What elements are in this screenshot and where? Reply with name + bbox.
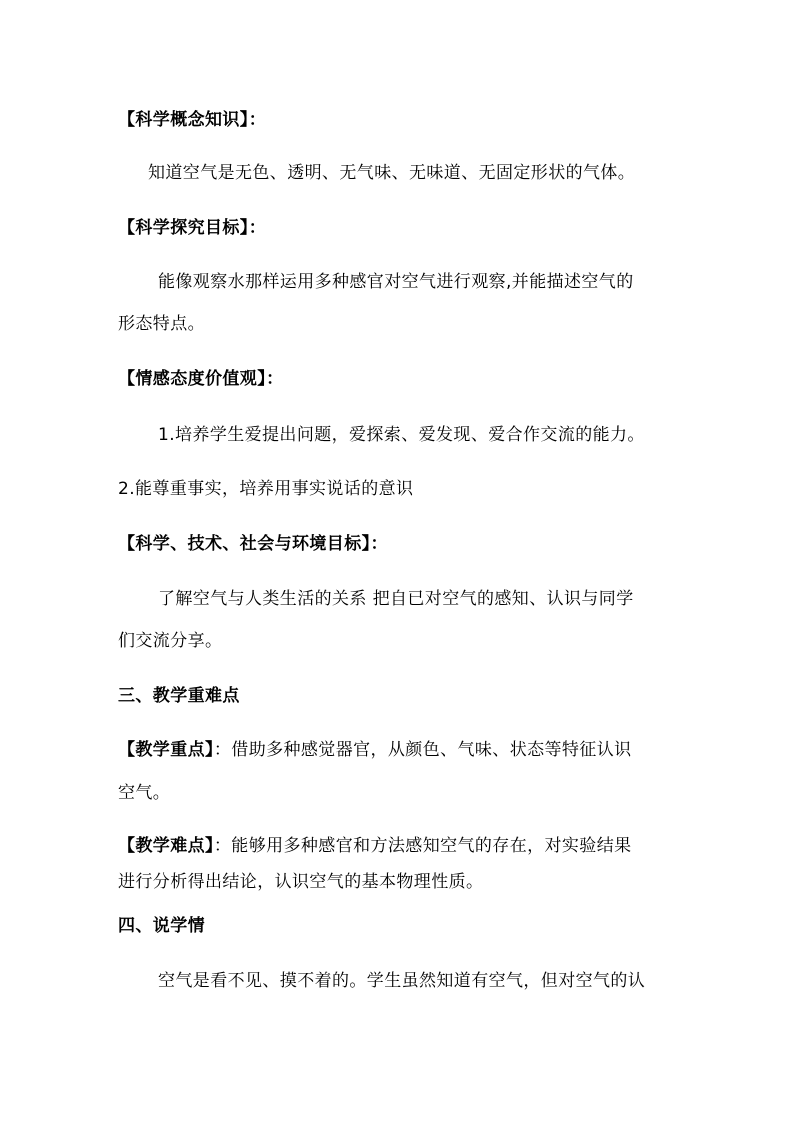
concept-heading: 【科学概念知识】：	[118, 110, 267, 130]
key-point-line1	[118, 739, 632, 761]
section-3-heading: 三、教学重难点	[118, 686, 240, 706]
stse-heading: 【科学、技术、社会与环境目标】：	[118, 534, 388, 554]
difficulty-text: ：能够用多种感官和方法感知空气的存在，对实验结果	[213, 836, 632, 856]
concept-text: 知道空气是无色、透明、无气味、无味道、无固定形状的气体。	[148, 163, 636, 183]
difficulty-text-line2: 进行分析得出结论，认识空气的基本物理性质。	[118, 872, 484, 892]
section-4-heading: 四、说学情	[118, 916, 205, 936]
inquiry-text-line2: 形态特点。	[118, 314, 205, 334]
stse-text-line2: 们交流分享。	[118, 631, 223, 651]
inquiry-heading: 【科学探究目标】：	[118, 218, 267, 238]
key-point-text-line2: 空气。	[118, 783, 171, 803]
emotion-item-2: 2.能尊重事实，培养用事实说话的意识	[118, 479, 414, 499]
stse-text-line1: 了解空气与人类生活的关系 把自已对空气的感知、认识与同学	[158, 589, 634, 609]
learner-text-line1: 空气是看不见、摸不着的。学生虽然知道有空气，但对空气的认	[158, 971, 646, 991]
key-point-label: 【教学重点】	[118, 740, 214, 760]
key-point-text: ：借助多种感觉器官，从颜色、气味、状态等特征认识	[213, 740, 632, 760]
emotion-heading: 【情感态度价值观】：	[118, 369, 284, 389]
emotion-item-1: 1.培养学生爱提出问题，爱探索、爱发现、爱合作交流的能力。	[158, 425, 645, 445]
difficulty-label: 【教学难点】	[118, 836, 214, 856]
difficulty-line1	[118, 835, 632, 857]
inquiry-text-line1: 能像观察水那样运用多种感官对空气进行观察,并能描述空气的	[158, 272, 634, 292]
